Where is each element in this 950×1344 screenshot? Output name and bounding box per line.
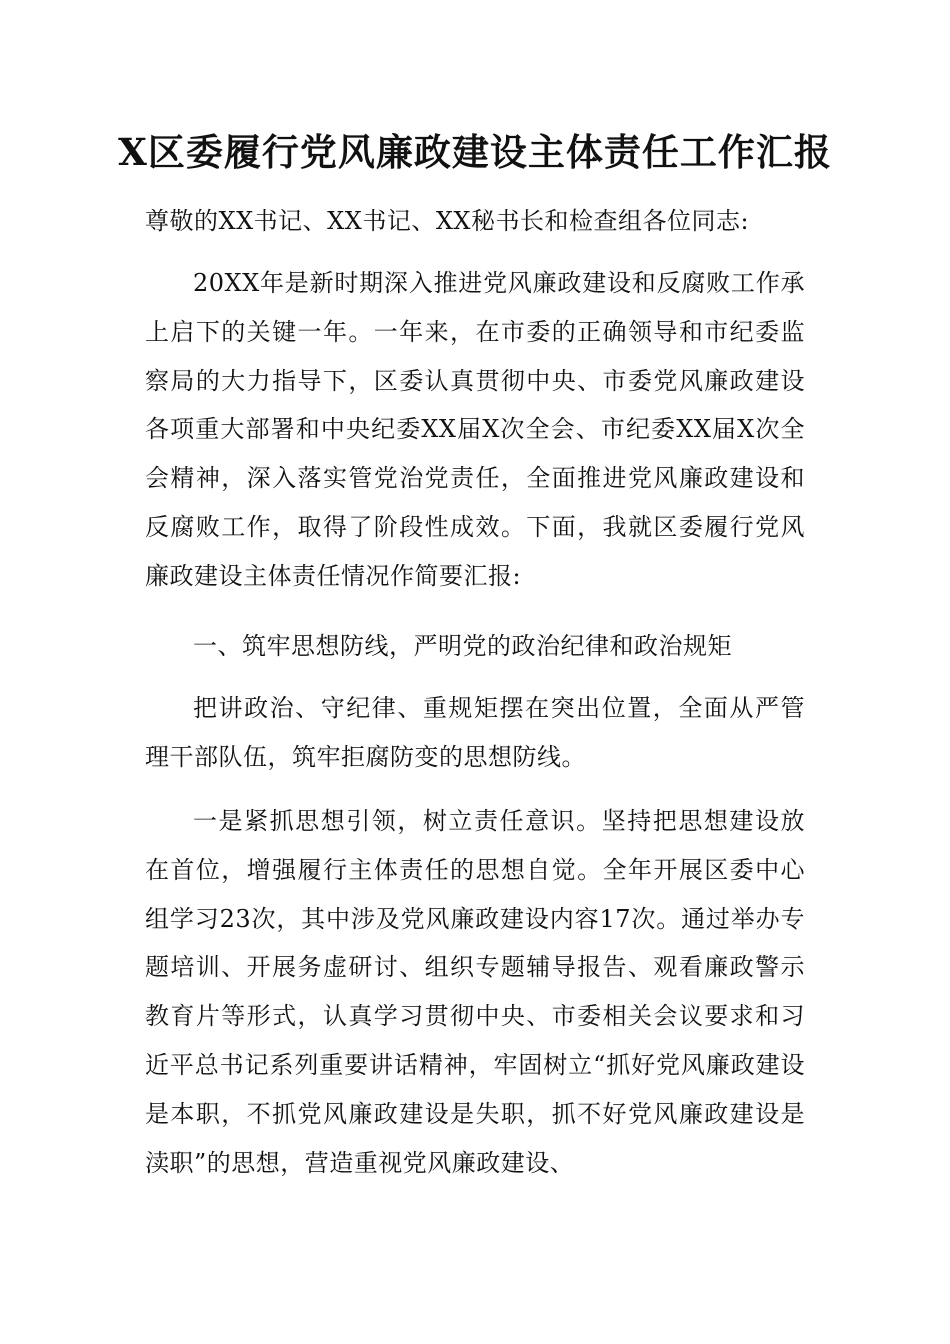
paragraph-point-1: 一是紧抓思想引领，树立责任意识。坚持把思想建设放在首位，增强履行主体责任的思想自觉。全年开展区委中心组学习23次，其中涉及党风廉政建设内容17次。通过举办专题培训、开展务虚研讨、组织专题辅导报告、观看廉政警示教育片等形式，认真学习贯彻中央、市委相关会议要求和习近平总书记系列重要讲话精神，牢固树立“抓好党风廉政建设是本职，不抓党风廉政建设是失职，抓不好党风廉政建设是渎职”的思想，营造重视党风廉政建设、 — [145, 807, 805, 1177]
paragraph-intro: 20XX年是新时期深入推进党风廉政建设和反腐败工作承上启下的关键一年。一年来，在市委的正确领导和市纪委监察局的大力指导下，区委认真贯彻中央、市委党风廉政建设各项重大部署和中央纪委XX届X次全会、市纪委XX届X次全会精神，深入落实管党治党责任，全面推进党风廉政建设和反腐败工作，取得了阶段性成效。下面，我就区委履行党风廉政建设主体责任情况作简要汇报: — [145, 269, 805, 590]
salutation: 尊敬的XX书记、XX书记、XX秘书长和检查组各位同志: — [145, 207, 750, 235]
document-title: X区委履行党风廉政建设主体责任工作汇报 — [118, 130, 832, 174]
section-heading-1: 一、筑牢思想防线，严明党的政治纪律和政治规矩 — [193, 632, 732, 660]
paragraph-section-1-summary: 把讲政治、守纪律、重规矩摆在突出位置，全面从严管理干部队伍，筑牢拒腐防变的思想防线。 — [145, 694, 805, 771]
